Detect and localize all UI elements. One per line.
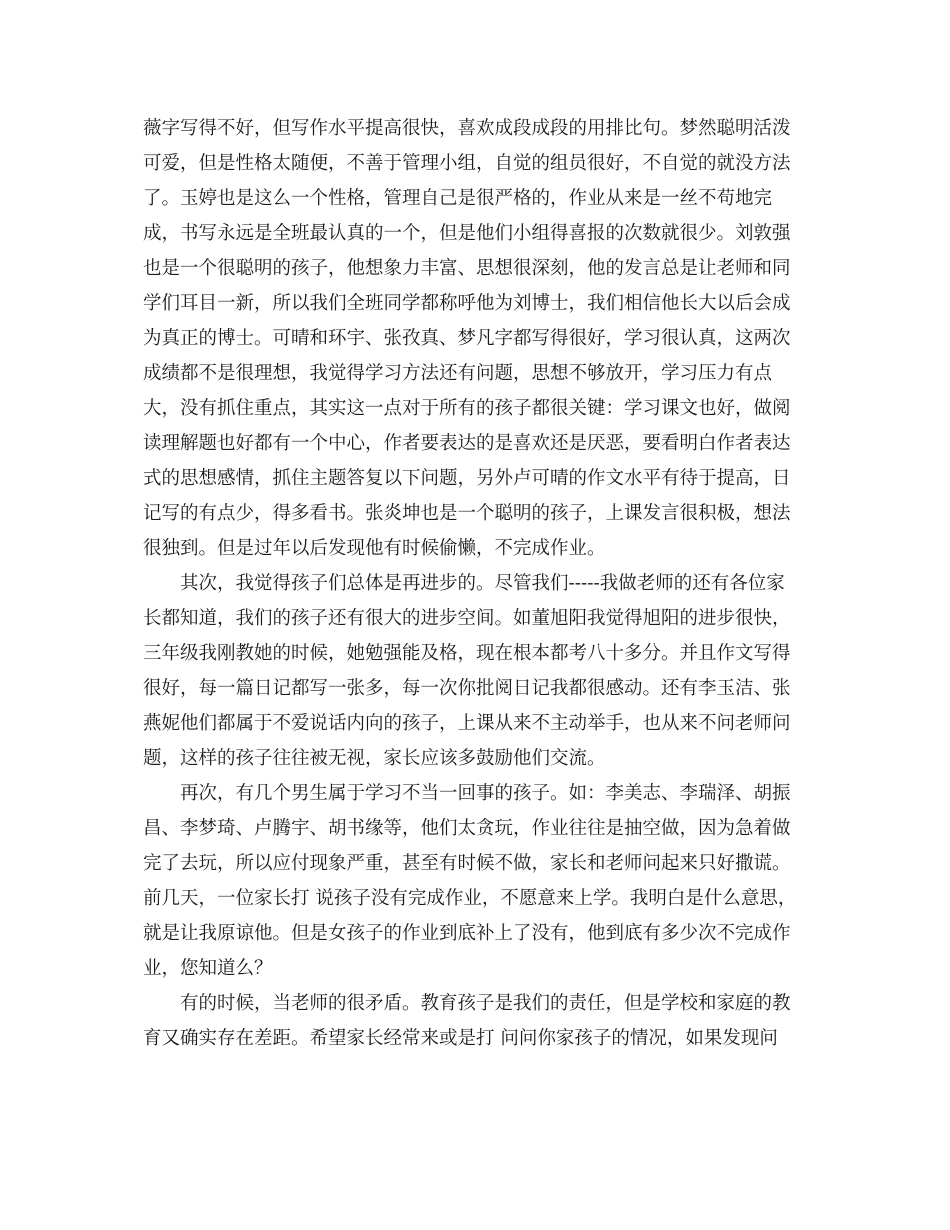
text-line: 成，书写永远是全班最认真的一个，但是他们小组得喜报的次数就很少。刘敦强	[143, 223, 791, 244]
text-line: 长都知道，我们的孩子还有很大的进步空间。如董旭阳我觉得旭阳的进步很快，	[143, 608, 791, 629]
paragraph-first-line: 再次，有几个男生属于学习不当一回事的孩子。如：李美志、李瑞泽、胡振	[180, 783, 791, 804]
text-line: 育又确实存在差距。希望家长经常来或是打 问问你家孩子的情况，如果发现问	[143, 1028, 778, 1049]
text-line: 大，没有抓住重点，其实这一点对于所有的孩子都很关键：学习课文也好，做阅	[143, 398, 791, 419]
text-line: 为真正的博士。可晴和环宇、张孜真、梦凡字都写得很好，学习很认真，这两次	[143, 328, 791, 349]
text-line: 可爱，但是性格太随便，不善于管理小组，自觉的组员很好，不自觉的就没方法	[143, 153, 791, 174]
text-line: 很好，每一篇日记都写一张多，每一次你批阅日记我都很感动。还有李玉洁、张	[143, 678, 791, 699]
text-line: 前几天，一位家长打 说孩子没有完成作业，不愿意来上学。我明白是什么意思，	[143, 888, 797, 909]
text-line: 读理解题也好都有一个中心，作者要表达的是喜欢还是厌恶，要看明白作者表达	[143, 433, 791, 454]
text-line: 昌、李梦琦、卢腾宇、胡书缘等，他们太贪玩，作业往往是抽空做，因为急着做	[143, 818, 791, 839]
text-line: 很独到。但是过年以后发现他有时候偷懒，不完成作业。	[143, 538, 606, 559]
text-line: 三年级我刚教她的时候，她勉强能及格，现在根本都考八十多分。并且作文写得	[143, 643, 791, 664]
text-line: 完了去玩，所以应付现象严重，甚至有时候不做，家长和老师问起来只好撒谎。	[143, 853, 791, 874]
text-line: 成绩都不是很理想，我觉得学习方法还有问题，思想不够放开，学习压力有点	[143, 363, 773, 384]
text-line: 式的思想感情，抓住主题答复以下问题，另外卢可晴的作文水平有待于提高，日	[143, 468, 791, 489]
paragraph-first-line: 其次，我觉得孩子们总体是再进步的。尽管我们-----我做老师的还有各位家	[180, 573, 785, 594]
paragraph-first-line: 有的时候，当老师的很矛盾。教育孩子是我们的责任，但是学校和家庭的教	[180, 993, 791, 1014]
text-line: 了。玉婷也是这么一个性格，管理自己是很严格的，作业从来是一丝不苟地完	[143, 188, 773, 209]
text-line: 薇字写得不好，但写作水平提高很快，喜欢成段成段的用排比句。梦然聪明活泼	[143, 118, 791, 139]
text-line: 题，这样的孩子往往被无视，家长应该多鼓励他们交流。	[143, 748, 606, 769]
text-line: 业，您知道么？	[143, 958, 273, 979]
text-line: 记写的有点少，得多看书。张炎坤也是一个聪明的孩子，上课发言很积极，想法	[143, 503, 791, 524]
text-line: 也是一个很聪明的孩子，他想象力丰富、思想很深刻，他的发言总是让老师和同	[143, 258, 791, 279]
text-line: 学们耳目一新，所以我们全班同学都称呼他为刘博士，我们相信他长大以后会成	[143, 293, 791, 314]
text-line: 燕妮他们都属于不爱说话内向的孩子，上课从来不主动举手，也从来不问老师问	[143, 713, 791, 734]
text-line: 就是让我原谅他。但是女孩子的作业到底补上了没有，他到底有多少次不完成作	[143, 923, 791, 944]
